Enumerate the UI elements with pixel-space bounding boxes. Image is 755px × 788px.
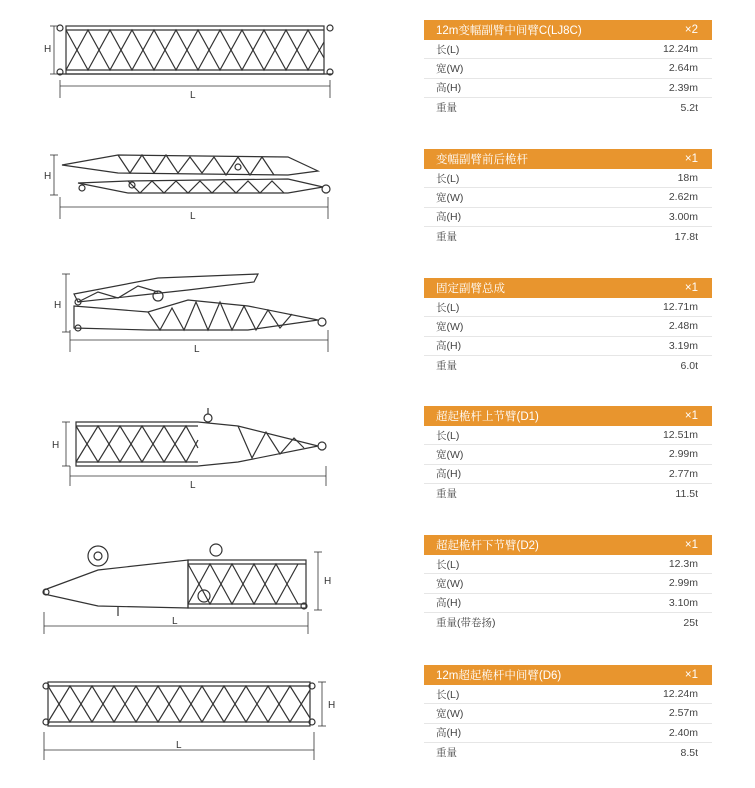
spec-width: [424, 317, 712, 336]
spec-value: 2.57m: [668, 707, 698, 720]
spec-value: 12.3m: [668, 558, 698, 571]
spec-table-3: [424, 278, 712, 375]
spec-header: [424, 535, 712, 555]
component-row-5: [0, 530, 755, 658]
component-count: ×2: [684, 24, 698, 36]
spec-label: 重量: [436, 231, 457, 244]
boom-section-drawing-1: [38, 16, 338, 144]
component-row-6: [0, 660, 755, 788]
spec-width: [424, 445, 712, 464]
spec-label: 高(H): [436, 82, 462, 95]
component-row-4: [0, 400, 755, 528]
spec-value: 25t: [683, 616, 698, 629]
spec-weight: [424, 98, 712, 117]
dim-l-label: L: [172, 616, 178, 627]
spec-label: 重量: [436, 488, 457, 501]
spec-height: [424, 724, 712, 743]
component-title: 固定副臂总成: [436, 283, 505, 295]
spec-weight: [424, 613, 712, 632]
dim-h-label: H: [324, 576, 332, 587]
boom-section-drawing-6: [38, 660, 338, 788]
spec-value: 2.62m: [668, 191, 698, 204]
spec-label: 长(L): [436, 688, 460, 701]
spec-value: 5.2t: [680, 101, 698, 114]
spec-label: 长(L): [436, 43, 460, 56]
spec-value: 11.5t: [675, 487, 698, 500]
spec-label: 宽(W): [436, 191, 464, 204]
spec-value: 18m: [677, 172, 698, 185]
spec-label: 高(H): [436, 211, 462, 224]
spec-value: 12.24m: [662, 688, 698, 701]
spec-width: [424, 188, 712, 207]
component-row-1: [0, 16, 755, 144]
component-title: 超起桅杆上节臂(D1): [436, 411, 539, 423]
spec-value: 2.64m: [668, 62, 698, 75]
spec-header: [424, 278, 712, 298]
spec-value: 2.39m: [668, 81, 698, 94]
spec-label: 宽(W): [436, 320, 464, 333]
component-count: ×1: [684, 153, 698, 165]
component-row-2: [0, 145, 755, 273]
spec-height: [424, 208, 712, 227]
spec-length: [424, 555, 712, 574]
boom-section-drawing-4: [38, 400, 338, 528]
dim-l-label: L: [190, 480, 196, 491]
spec-weight: [424, 227, 712, 246]
spec-width: [424, 574, 712, 593]
spec-value: 12.24m: [662, 43, 698, 56]
spec-label: 高(H): [436, 597, 462, 610]
spec-height: [424, 337, 712, 356]
spec-value: 2.99m: [668, 577, 698, 590]
component-count: ×1: [684, 669, 698, 681]
boom-section-drawing-3: [38, 272, 338, 400]
spec-header: [424, 406, 712, 426]
spec-width: [424, 704, 712, 723]
spec-value: 2.99m: [668, 448, 698, 461]
spec-length: [424, 40, 712, 59]
spec-header: [424, 665, 712, 685]
spec-label: 高(H): [436, 727, 462, 740]
spec-label: 长(L): [436, 301, 460, 314]
spec-value: 17.8t: [674, 230, 698, 243]
dim-h-label: H: [54, 300, 62, 311]
spec-label: 重量: [436, 747, 457, 760]
component-count: ×1: [684, 282, 698, 294]
component-count: ×1: [684, 410, 698, 422]
spec-table-2: [424, 149, 712, 246]
component-title: 12m超起桅杆中间臂(D6): [436, 670, 562, 682]
spec-table-1: [424, 20, 712, 117]
spec-length: [424, 169, 712, 188]
boom-section-drawing-5: [38, 530, 338, 658]
spec-table-6: [424, 665, 712, 762]
spec-header: [424, 20, 712, 40]
spec-label: 长(L): [436, 558, 460, 571]
dim-l-label: L: [176, 740, 182, 751]
component-row-3: [0, 272, 755, 400]
spec-table-4: [424, 406, 712, 503]
component-count: ×1: [684, 539, 698, 551]
spec-value: 3.00m: [668, 210, 698, 223]
spec-value: 6.0t: [680, 359, 698, 372]
spec-label: 高(H): [436, 468, 462, 481]
spec-value: 2.40m: [668, 726, 698, 739]
spec-label: 宽(W): [436, 577, 464, 590]
spec-length: [424, 298, 712, 317]
spec-label: 重量: [436, 102, 457, 115]
component-title: 12m变幅副臂中间臂C(LJ8C): [436, 25, 582, 37]
dim-h-label: H: [52, 440, 60, 451]
spec-label: 长(L): [436, 172, 460, 185]
spec-value: 12.71m: [662, 301, 698, 314]
spec-height: [424, 79, 712, 98]
spec-label: 长(L): [436, 429, 460, 442]
spec-height: [424, 594, 712, 613]
spec-label: 宽(W): [436, 448, 464, 461]
spec-label: 高(H): [436, 340, 462, 353]
spec-label: 重量(带卷扬): [436, 617, 496, 630]
spec-width: [424, 59, 712, 78]
spec-weight: [424, 356, 712, 375]
spec-value: 3.19m: [668, 339, 698, 352]
spec-label: 宽(W): [436, 62, 464, 75]
spec-header: [424, 149, 712, 169]
spec-table-5: [424, 535, 712, 632]
spec-height: [424, 465, 712, 484]
dim-l-label: L: [190, 211, 196, 222]
spec-weight: [424, 743, 712, 762]
spec-value: 8.5t: [680, 746, 698, 759]
spec-length: [424, 426, 712, 445]
dim-l-label: L: [190, 90, 196, 101]
dim-l-label: L: [194, 344, 200, 355]
spec-value: 12.51m: [662, 429, 698, 442]
spec-length: [424, 685, 712, 704]
spec-value: 3.10m: [668, 596, 698, 609]
dim-h-label: H: [328, 700, 336, 711]
spec-weight: [424, 484, 712, 503]
component-title: 变幅副臂前后桅杆: [436, 154, 528, 166]
spec-label: 重量: [436, 360, 457, 373]
component-title: 超起桅杆下节臂(D2): [436, 540, 539, 552]
spec-label: 宽(W): [436, 707, 464, 720]
dim-h-label: H: [44, 171, 52, 182]
spec-value: 2.77m: [668, 467, 698, 480]
boom-section-drawing-2: [38, 145, 338, 273]
dim-h-label: H: [44, 44, 52, 55]
spec-value: 2.48m: [668, 320, 698, 333]
